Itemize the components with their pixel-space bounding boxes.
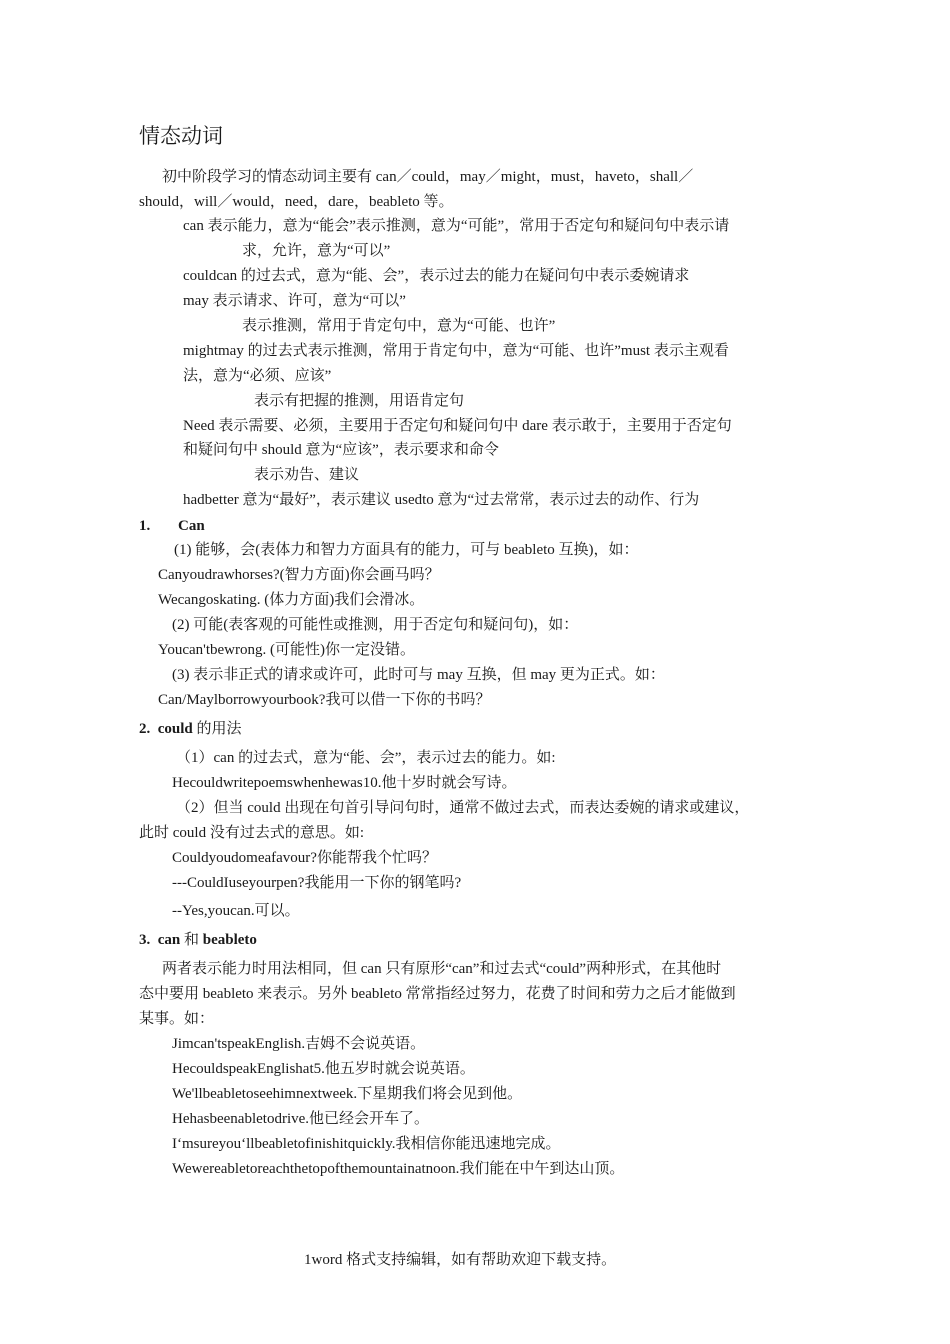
section-3-line: Hehasbeenabletodrive.他已经会开车了。: [172, 1111, 430, 1127]
overview-line: Need 表示需要、必须，主要用于否定句和疑问句中 dare 表示敢于，主要用于否定句: [183, 418, 732, 434]
section-3-line: 两者表示能力时用法相同，但 can 只有原形“can”和过去式“could”两种形式，在其他时: [162, 961, 722, 977]
section-1-line: (1) 能够，会(表体力和智力方面具有的能力，可与 beableto 互换)，如：: [174, 542, 639, 558]
overview-line: hadbetter 意为“最好”，表示建议 usedto 意为“过去常常，表示过去的动作、行为: [183, 492, 700, 508]
section-3-line: Jimcan'tspeakEnglish.吉姆不会说英语。: [172, 1036, 426, 1052]
section-3-heading-mid: 和: [180, 932, 203, 948]
overview-line: may 表示请求、许可，意为“可以”: [183, 293, 406, 309]
section-2-line: （2）但当 could 出现在句首引导问句时，通常不做过去式，而表达委婉的请求或建议，: [176, 800, 750, 816]
section-2-line: 此时 could 没有过去式的意思。如:: [139, 825, 364, 841]
section-3-line: 某事。如：: [139, 1011, 215, 1027]
overview-line: can 表示能力，意为“能会”表示推测，意为“可能”，常用于否定句和疑问句中表示请: [183, 218, 730, 234]
page-title: 情态动词: [139, 124, 223, 148]
section-1-number: 1.: [139, 518, 151, 534]
section-3-line: We'llbeabletoseehimnextweek.下星期我们将会见到他。: [172, 1086, 523, 1102]
page-footer: 1word 格式支持编辑，如有帮助欢迎下载支持。: [304, 1252, 617, 1268]
section-1-line: Canyoudrawhorses?(智力方面)你会画马吗？: [158, 567, 440, 583]
intro-line: 初中阶段学习的情态动词主要有 can／could，may／might，must，haveto，shall／: [162, 169, 694, 185]
section-3-line: I‘msureyou‘llbeabletofinishitquickly.我相信你能迅速地完成。: [172, 1136, 561, 1152]
section-3-line: 态中要用 beableto 来表示。另外 beableto 常常指经过努力，花费了时间和劳力之后才能做到: [139, 986, 736, 1002]
section-3-number: 3.: [139, 932, 151, 948]
section-3-line: Wewereabletoreachthetopofthemountainatnoon.我们能在中午到达山顶。: [172, 1161, 625, 1177]
section-3-heading-a: can: [157, 932, 181, 948]
section-2-line: Couldyoudomeafavour?你能帮我个忙吗？: [172, 850, 437, 866]
intro-line: should，will／would，need，dare，beableto 等。: [139, 194, 454, 210]
overview-line: 表示劝告、建议: [254, 467, 360, 483]
section-3-heading-b: beableto: [202, 932, 257, 948]
section-1-line: Wecangoskating. (体力方面)我们会滑冰。: [158, 592, 425, 608]
section-2-heading-word: could: [157, 721, 193, 737]
section-2-line: Hecouldwritepoemswhenhewas10.他十岁时就会写诗。: [172, 775, 517, 791]
overview-line: 表示推测，常用于肯定句中，意为“可能、也许”: [242, 318, 556, 334]
section-2-line: ---CouldIuseyourpen?我能用一下你的钢笔吗?: [172, 875, 462, 891]
overview-line: mightmay 的过去式表示推测，常用于肯定句中，意为“可能、也许”must 表示主观看: [183, 343, 729, 359]
section-3-line: HecouldspeakEnglishat5.他五岁时就会说英语。: [172, 1061, 475, 1077]
overview-line: 表示有把握的推测，用语肯定句: [254, 393, 465, 409]
overview-line: 法，意为“必须、应该”: [183, 368, 332, 384]
overview-line: couldcan 的过去式，意为“能、会”，表示过去的能力在疑问句中表示委婉请求: [183, 268, 690, 284]
section-2-heading: [139, 719, 242, 739]
section-2-line: --Yes,youcan.可以。: [172, 903, 300, 919]
section-1-line: Can/Maylborrowyourbook?我可以借一下你的书吗？: [158, 692, 491, 708]
overview-line: 求，允许，意为“可以”: [242, 243, 391, 259]
section-3-heading: [139, 930, 257, 950]
overview-line: 和疑问句中 should 意为“应该”，表示要求和命令: [183, 442, 499, 458]
section-2-heading-rest: 的用法: [192, 721, 242, 737]
section-1-line: (3) 表示非正式的请求或许可，此时可与 may 互换，但 may 更为正式。如：: [172, 667, 665, 683]
section-1-line: Youcan'tbewrong. (可能性)你一定没错。: [158, 642, 415, 658]
section-2-line: （1）can 的过去式，意为“能、会”，表示过去的能力。如:: [176, 750, 556, 766]
section-2-number: 2.: [139, 721, 151, 737]
section-1-heading: Can: [178, 518, 205, 534]
section-1-line: (2) 可能(表客观的可能性或推测，用于否定句和疑问句)，如：: [172, 617, 579, 633]
